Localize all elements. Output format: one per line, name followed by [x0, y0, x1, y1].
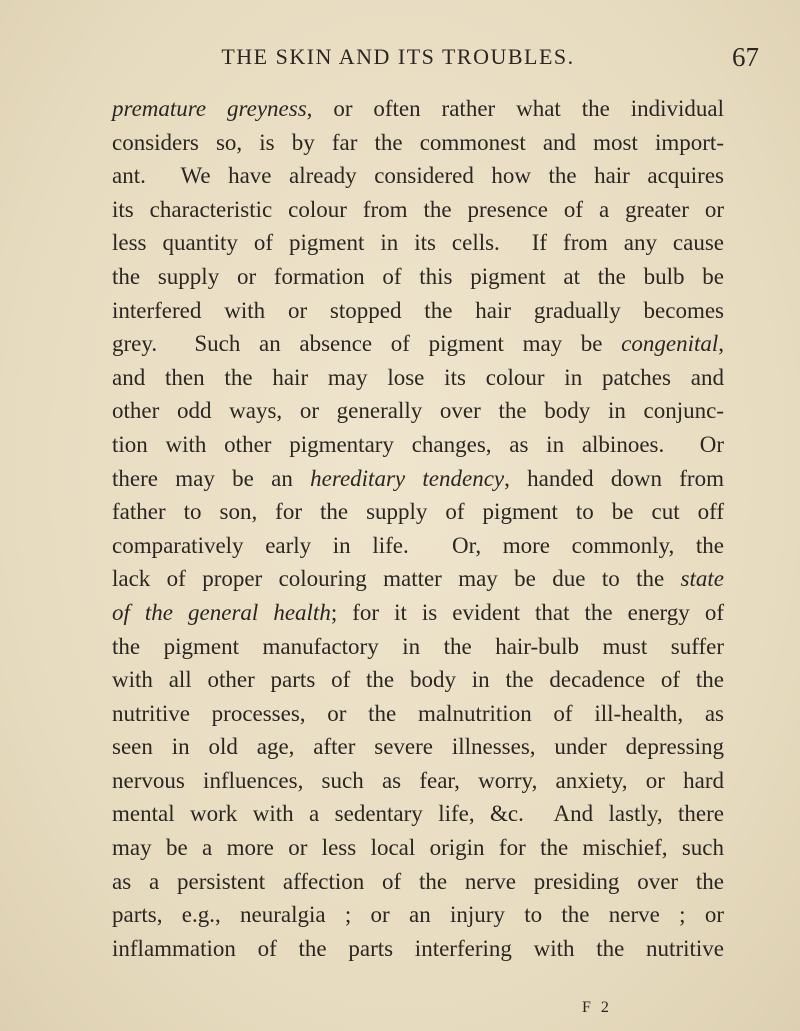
text-segment: mental work with a sedentary life, &c. And lastly, there	[112, 801, 724, 827]
text-line	[112, 428, 724, 462]
text-line	[112, 495, 724, 529]
text-segment: considers so, is by far the commonest and most import-	[112, 129, 724, 155]
body-text	[112, 92, 724, 965]
italic-phrase: hereditary tendency	[310, 465, 505, 491]
italic-phrase: state	[680, 566, 724, 592]
text-segment: comparatively early in life. Or, more commonly, the	[112, 532, 724, 558]
text-segment: interfered with or stopped the hair gradually becomes	[112, 297, 724, 323]
text-line	[112, 596, 724, 630]
text-line	[112, 730, 724, 764]
signature-mark: F 2	[582, 999, 612, 1016]
page-number: 67	[732, 42, 759, 72]
text-segment: , or often rather what the individual	[306, 96, 724, 121]
text-line	[112, 697, 724, 731]
italic-phrase: premature greyness	[112, 96, 307, 121]
text-line	[112, 462, 724, 496]
text-segment: inflammation of the parts interfering with the nutritive	[112, 935, 724, 961]
text-line	[112, 663, 724, 697]
italic-phrase: congenital	[621, 331, 719, 357]
text-segment: seen in old age, after severe illnesses, under depressing	[112, 734, 724, 760]
text-segment: nervous influences, such as fear, worry, anxiety, or hard	[112, 767, 724, 793]
text-line	[112, 361, 724, 395]
text-segment: ; for it is evident that the energy of	[330, 599, 724, 625]
text-segment: lack of proper colouring matter may be due to the	[112, 566, 681, 592]
text-segment: as a persistent affection of the nerve presiding over the	[112, 868, 724, 894]
text-segment: may be a more or less local origin for the mischief, such	[112, 835, 724, 861]
text-segment: there may be an	[112, 465, 311, 491]
text-line	[112, 327, 724, 361]
text-segment: ant. We have already considered how the hair acquires	[112, 163, 724, 189]
running-header: THE SKIN AND ITS TROUBLES.	[221, 44, 575, 69]
text-segment: father to son, for the supply of pigment to be cut off	[112, 499, 724, 525]
text-line	[112, 529, 724, 563]
text-line	[112, 394, 724, 428]
text-segment: its characteristic colour from the presence of a greater or	[112, 196, 724, 222]
text-line	[112, 630, 724, 664]
text-segment: nutritive processes, or the malnutrition of ill-health, as	[112, 700, 724, 726]
text-line	[112, 562, 724, 596]
text-line	[112, 294, 724, 328]
text-line	[112, 764, 724, 798]
text-line	[112, 159, 724, 193]
text-line	[112, 260, 724, 294]
text-segment: tion with other pigmentary changes, as in albinoes. Or	[112, 431, 724, 457]
text-segment: grey. Such an absence of pigment may be	[112, 331, 622, 357]
text-segment: parts, e.g., neuralgia ; or an injury to the nerve ; or	[112, 902, 724, 928]
text-line	[112, 226, 724, 260]
text-segment: with all other parts of the body in the decadence of the	[112, 667, 724, 693]
italic-phrase: of the general health	[112, 599, 331, 625]
text-segment: other odd ways, or generally over the body in conjunc-	[112, 398, 724, 424]
text-line	[112, 92, 724, 126]
text-segment: the supply or formation of this pigment at the bulb be	[112, 263, 724, 289]
text-segment: the pigment manufactory in the hair-bulb must suffer	[112, 633, 724, 659]
text-line	[112, 898, 724, 932]
text-line	[112, 126, 724, 160]
text-segment: , handed down from	[504, 465, 724, 491]
text-line	[112, 797, 724, 831]
text-segment: and then the hair may lose its colour in patches and	[112, 364, 724, 390]
text-segment: less quantity of pigment in its cells. If from any cause	[112, 230, 724, 256]
text-segment: ,	[718, 331, 724, 357]
text-line	[112, 193, 724, 227]
text-line	[112, 831, 724, 865]
text-line	[112, 932, 724, 966]
text-line	[112, 865, 724, 899]
